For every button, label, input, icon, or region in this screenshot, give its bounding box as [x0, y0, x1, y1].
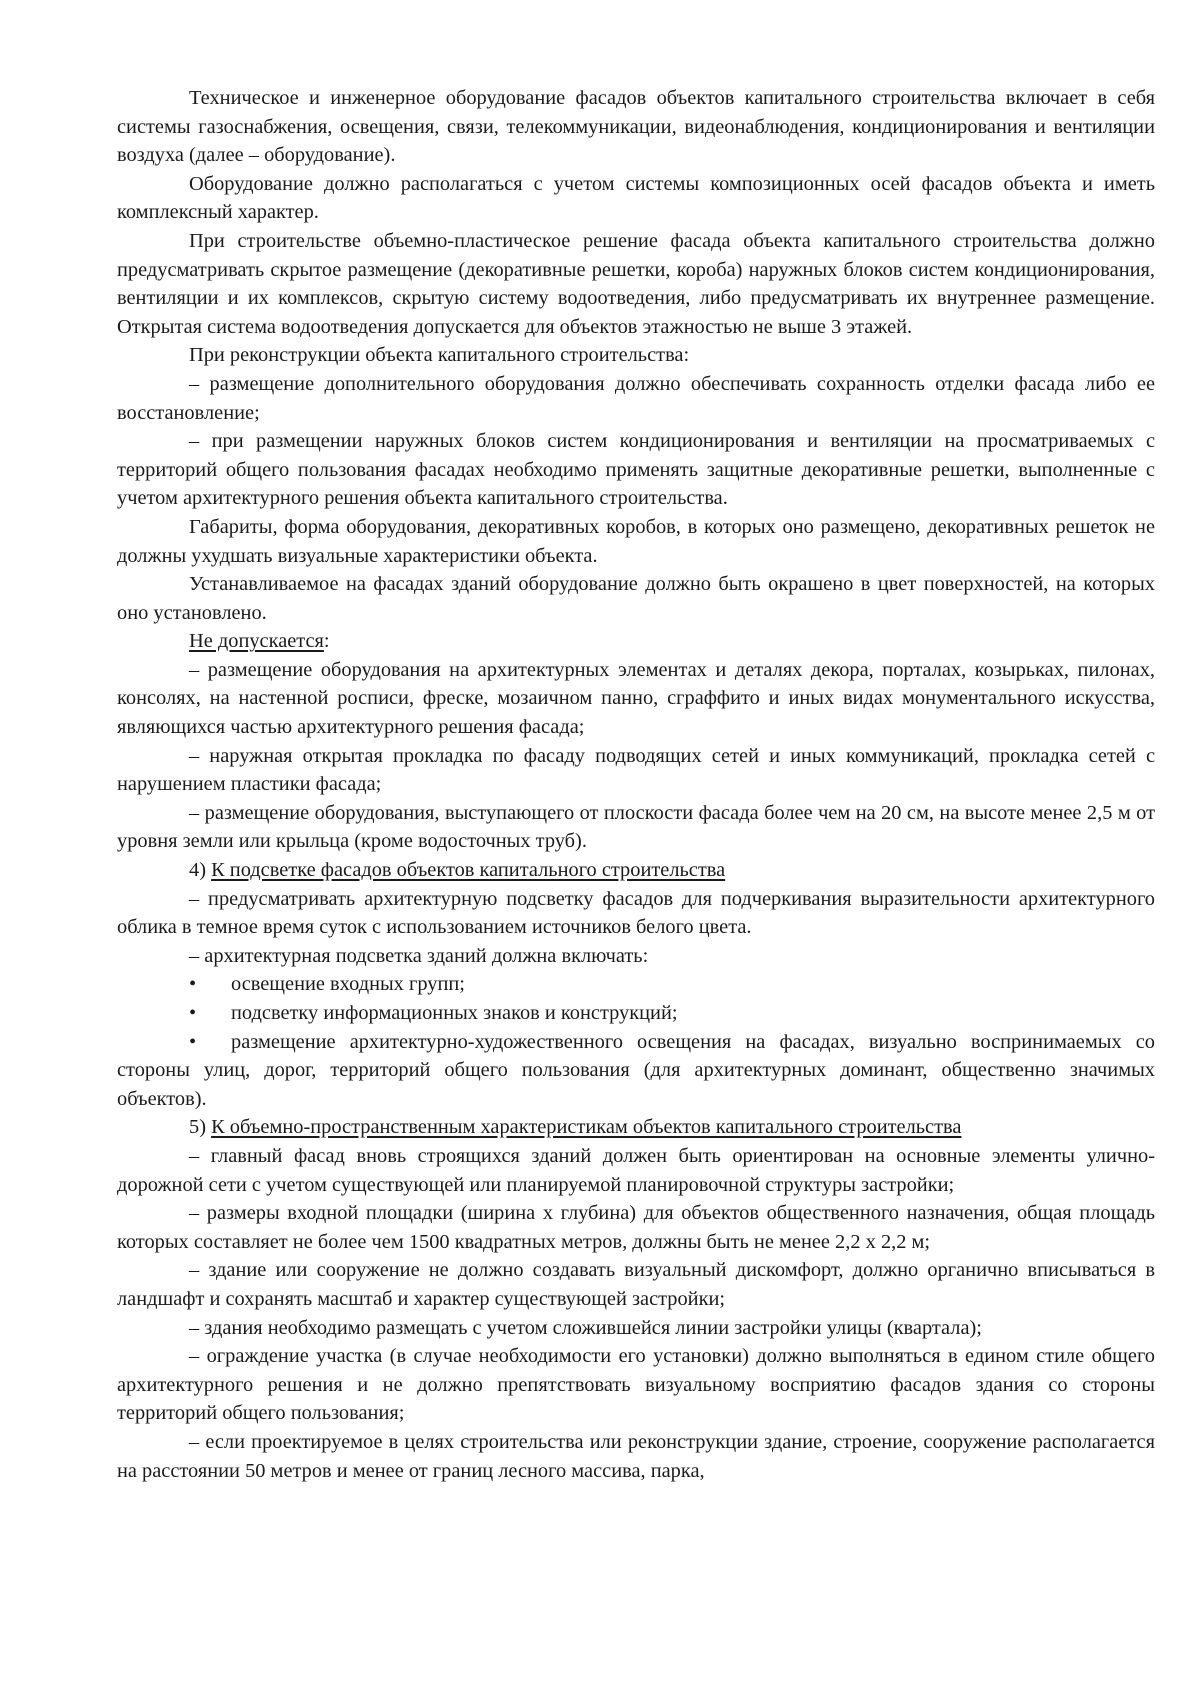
dash-item: – если проектируемое в целях строительства или реконструкции здание, строение, сооружение располагается на расстоянии 50 метров и менее от границ лесного массива, парка, — [117, 1430, 1155, 1482]
paragraph: Устанавливаемое на фасадах зданий оборудование должно быть окрашено в цвет поверхностей, на которых оно установлено. — [117, 573, 1155, 624]
heading-underlined: К подсветке фасадов объектов капитального строительства — [211, 859, 726, 882]
heading-prefix: 4) — [189, 859, 212, 882]
document-page — [117, 84, 1155, 1485]
dash-item: – ограждение участка (в случае необходимости его установки) должно выполняться в едином стиле общего архитектурного решения и не должно препятствовать визуальному восприятию фасадов здания со стороны территорий общего пользования; — [117, 1345, 1155, 1425]
paragraph: Габариты, форма оборудования, декоративных коробов, в которых оно размещено, декоративных решеток не должны ухудшать визуальные характеристики объекта. — [117, 515, 1155, 567]
heading-prefix: 5) — [189, 1116, 212, 1139]
paragraph: Оборудование должно располагаться с учетом системы композиционных осей фасадов объекта и иметь комплексный характер. — [117, 172, 1155, 224]
dash-item: – размещение дополнительного оборудования должно обеспечивать сохранность отделки фасада либо ее восстановление; — [117, 372, 1155, 424]
heading-suffix: : — [323, 630, 330, 653]
dash-item: – при размещении наружных блоков систем кондиционирования и вентиляции на просматриваемых с территорий общего пользования фасадах необходимо применять защитные декоративные решетки, выполненные с учетом архитектурного решения объекта капитального строительства. — [117, 430, 1155, 510]
section-heading-lighting — [117, 856, 1155, 885]
dash-item: – архитектурная подсветка зданий должна включать: — [189, 944, 649, 967]
dash-item: – главный фасад вновь строящихся зданий должен быть ориентирован на основные элементы улично-дорожной сети с учетом существующей или планируемой планировочной структуры застройки; — [117, 1144, 1155, 1196]
bullet-icon: • — [189, 1030, 197, 1053]
dash-item: – предусматривать архитектурную подсветку фасадов для подчеркивания выразительности архитектурного облика в темное время суток с использованием источников белого цвета. — [117, 887, 1155, 939]
bullet-text: размещение архитектурно-художественного освещения на фасадах, визуально воспринимаемых со стороны улиц, дорог, территорий общего пользования (для архитектурных доминант, общественно значимых объектов). — [117, 1030, 1155, 1110]
bullet-item — [117, 1028, 1155, 1114]
dash-item: – здание или сооружение не должно создавать визуальный дискомфорт, должно органично вписываться в ландшафт и сохранять масштаб и характер существующей застройки; — [117, 1259, 1155, 1310]
bullet-icon: • — [189, 973, 197, 996]
heading-underlined: Не допускается — [189, 630, 324, 653]
bullet-item — [117, 970, 1155, 999]
bullet-icon: • — [189, 1002, 197, 1024]
paragraph: При строительстве объемно-пластическое решение фасада объекта капитального строительства должно предусматривать скрытое размещение (декоративные решетки, короба) наружных блоков систем кондиционирования, вентиляции и их комплексов, скрытую систему водоотведения, либо предусматривать их внутреннее размещение. Открытая система водоотведения допускается для объектов этажностью не выше 3 этажей. — [117, 229, 1155, 338]
dash-item: – размеры входной площадки (ширина х глубина) для объектов общественного назначения, общая площадь которых составляет не более чем 1500 квадратных метров, должны быть не менее 2,2 х 2,2 м; — [117, 1202, 1155, 1253]
bullet-item — [117, 999, 1155, 1028]
bullet-text: освещение входных групп; — [231, 973, 465, 996]
heading-underlined: К объемно-пространственным характеристикам объектов капитального строительства — [211, 1116, 962, 1139]
dash-item: – размещение оборудования, выступающего от плоскости фасада более чем на 20 см, на высоте менее 2,5 м от уровня земли или крыльца (кроме водосточных труб). — [117, 801, 1155, 853]
dash-item: – здания необходимо размещать с учетом сложившейся линии застройки улицы (квартала); — [189, 1316, 982, 1339]
dash-item: – размещение оборудования на архитектурных элементах и деталях декора, порталах, козырьках, пилонах, консолях, на настенной росписи, фреске, мозаичном панно, сграффито и иных видах монументального искусства, являющихся частью архитектурного решения фасада; — [117, 658, 1155, 739]
paragraph: Техническое и инженерное оборудование фасадов объектов капитального строительства включает в себя системы газоснабжения, освещения, связи, телекоммуникации, видеонаблюдения, кондиционирования и вентиляции воздуха (далее – оборудование). — [117, 87, 1155, 167]
section-heading-volume — [117, 1113, 1155, 1142]
paragraph: При реконструкции объекта капитального строительства: — [189, 344, 690, 367]
bullet-text: подсветку информационных знаков и конструкций; — [231, 1002, 678, 1024]
dash-item: – наружная открытая прокладка по фасаду подводящих сетей и иных коммуникаций, прокладка сетей с нарушением пластики фасада; — [117, 744, 1155, 796]
section-heading-not-allowed — [117, 627, 1155, 656]
